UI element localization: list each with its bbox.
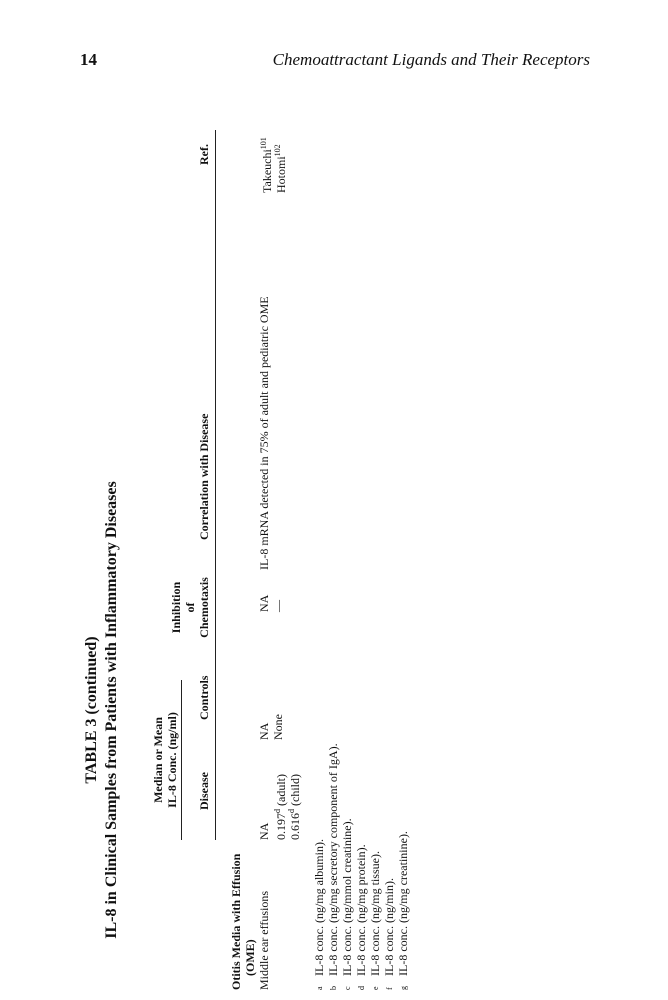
controls-value-1: NA xyxy=(257,722,271,740)
running-head: Chemoattractant Ligands and Their Receptors xyxy=(272,50,590,69)
correlation-value: IL-8 mRNA detected in 75% of adult and pediatric OME xyxy=(257,296,271,570)
table-subtitle: IL-8 in Clinical Samples from Patients with Inflammatory Diseases xyxy=(103,481,120,939)
col-inhibition-3: Chemotaxis xyxy=(197,577,211,638)
col-disease: Disease xyxy=(197,772,211,810)
disease-value-3: 0.616$^d$ (child) xyxy=(287,774,302,840)
col-correlation: Correlation with Disease xyxy=(197,413,211,540)
group-header-line1: Median or Mean xyxy=(151,717,165,803)
col-inhibition-1: Inhibition xyxy=(169,581,183,634)
ref-2: Hotomi$^{102}$ xyxy=(273,144,288,193)
inhibition-value-1: NA xyxy=(257,594,271,612)
col-controls: Controls xyxy=(197,675,211,720)
table-title: TABLE 3 (continued) xyxy=(83,636,100,784)
page-number: 14 xyxy=(80,50,97,69)
inhibition-value-2: — xyxy=(271,600,285,612)
rotated-table: TABLE 3 (continued) IL-8 in Clinical Samples from Patients with Inflammatory Diseases Median or Mean IL-8 Conc. (ng/ml) Disease Controls Inhibition of Chemotaxis Correlation with Disease Ref. Otitis Media with Effusion (OME) Middle ear effusions NA 0.197$^d$ (adult) 0.616$^d$ (child) NA None NA — IL-8 mRNA detected in 75% of adult and pediatric OME Takeuchi$^{101}$ Hotomi$^{102}$ a IL-8 conc. (ng/mg albumin). b IL-8 conc. (ng/mg secretory component of IgA). c IL-8 conc. (ng/mmol creatinine). d IL-8 conc. (ng/mg protein). e IL-8 conc. (ng/mg tissue). f IL-8 conc. (ng/min). g IL-8 conc. (ng/mg creatinine). xyxy=(75,110,635,990)
header-bottom-rule xyxy=(215,130,216,840)
disease-value-2: 0.197$^d$ (adult) xyxy=(273,774,288,840)
row-sample: Middle ear effusions xyxy=(257,890,271,990)
section-title-1: Otitis Media with Effusion xyxy=(229,853,243,990)
col-inhibition-2: of xyxy=(183,602,197,613)
disease-value-1: NA xyxy=(257,822,271,840)
ref-1: Takeuchi$^{101}$ xyxy=(259,137,274,193)
controls-value-2: None xyxy=(271,714,285,740)
group-header-rule xyxy=(181,680,182,840)
section-title-2: (OME) xyxy=(243,939,257,976)
group-header-line2: IL-8 Conc. (ng/ml) xyxy=(165,712,179,808)
col-ref: Ref. xyxy=(197,144,211,165)
